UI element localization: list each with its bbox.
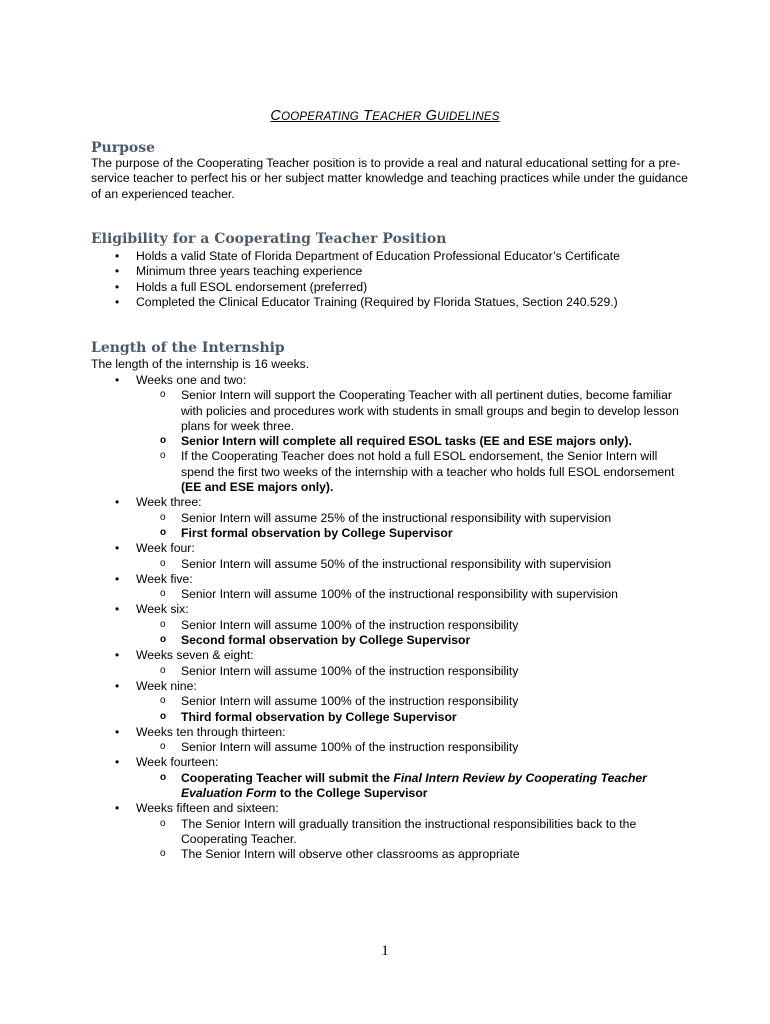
length-intro: The length of the internship is 16 weeks. [91, 357, 310, 371]
list-item [91, 373, 691, 495]
list-item [91, 725, 691, 756]
sub-text-bold: (EE and ESE majors only). [181, 480, 334, 495]
list-item: • Holds a full ESOL endorsement (preferred) [91, 280, 691, 295]
length-heading: Length of the Internship [91, 340, 285, 356]
week-label: Weeks one and two: [136, 373, 247, 387]
week-label: Weeks fifteen and sixteen: [136, 801, 279, 816]
sublist [136, 817, 691, 863]
sub-item [136, 449, 691, 495]
list-item: • Completed the Clinical Educator Training (Required by Florida Statues, Section 240.529.) [91, 295, 691, 310]
sub-item: o Senior Intern will assume 100% of the instruction responsibility [136, 664, 691, 679]
title-part: G [425, 108, 438, 124]
sublist [136, 388, 691, 495]
sublist [136, 664, 691, 679]
week-label: Week nine: [136, 678, 197, 693]
sub-text: Cooperating Teacher will submit the [181, 770, 394, 785]
list-item [91, 495, 691, 541]
purpose-heading: Purpose [91, 140, 155, 156]
list-item [91, 541, 691, 572]
schedule-list [91, 373, 691, 863]
list-item: • Minimum three years teaching experience [91, 264, 691, 279]
sub-item: o Senior Intern will complete all required ESOL tasks (EE and ESE majors only). [136, 434, 691, 449]
title-part: T [363, 108, 373, 124]
sublist [136, 587, 691, 602]
sub-item: o Senior Intern will assume 100% of the instruction responsibility [136, 740, 691, 755]
sub-item: o Second formal observation by College Supervisor [136, 633, 691, 648]
title-part: OOPERATING [281, 111, 359, 123]
title-part: C [270, 108, 282, 124]
sublist [136, 740, 691, 755]
sub-text: to the College Supervisor [276, 786, 428, 801]
sub-text: If the Cooperating Teacher does not hold a full ESOL endorsement, the Senior Intern will spend the first two weeks of the internship with a teacher who holds full ESOL endorsement [181, 449, 675, 479]
page-number: 1 [381, 943, 389, 959]
page-title [0, 108, 770, 124]
sub-item: o The Senior Intern will observe other classrooms as appropriate [136, 847, 691, 862]
form-title: Final Intern Review by Cooperating Teacher Evaluation Form [181, 770, 647, 801]
week-label: Week five: [136, 571, 193, 586]
list-item [91, 755, 691, 801]
eligibility-list [91, 249, 691, 310]
week-label: Week six: [136, 602, 189, 617]
sublist [136, 771, 691, 802]
list-item [91, 679, 691, 725]
week-label: Week fourteen: [136, 755, 219, 770]
list-item [91, 801, 691, 862]
week-label: Week four: [136, 541, 195, 556]
sub-item: o Senior Intern will assume 100% of the instruction responsibility [136, 618, 691, 633]
sub-item: o Senior Intern will assume 100% of the instruction responsibility [136, 694, 691, 709]
sublist [136, 557, 691, 572]
sub-item: o Senior Intern will assume 100% of the instructional responsibility with supervision [136, 587, 691, 602]
sub-item: o Senior Intern will assume 50% of the instructional responsibility with supervision [136, 557, 691, 572]
sub-item: o The Senior Intern will gradually transition the instructional responsibilities back to the Cooperating Teacher. [136, 817, 691, 848]
sublist [136, 511, 691, 542]
week-label: Weeks ten through thirteen: [136, 724, 286, 739]
sub-item: o Senior Intern will support the Cooperating Teacher with all pertinent duties, become familiar with policies and procedures work with students in small groups and begin to develop lesson plans for week three. [136, 388, 691, 434]
sublist [136, 618, 691, 649]
eligibility-heading: Eligibility for a Cooperating Teacher Position [91, 231, 447, 247]
list-item [91, 572, 691, 603]
sub-item: o First formal observation by College Supervisor [136, 526, 691, 541]
sublist [136, 694, 691, 725]
sub-item [136, 771, 691, 802]
week-label: Weeks seven & eight: [136, 648, 254, 663]
sub-item: o Senior Intern will assume 25% of the instructional responsibility with supervision [136, 511, 691, 526]
purpose-text: The purpose of the Cooperating Teacher position is to provide a real and natural educational setting for a pre-service teacher to perfect his or her subject matter knowledge and teaching practices while under the guidance of an experienced teacher. [91, 156, 688, 201]
list-item [91, 648, 691, 679]
list-item: • Holds a valid State of Florida Department of Education Professional Educator’s Certificate [91, 249, 691, 264]
list-item [91, 602, 691, 648]
week-label: Week three: [136, 495, 202, 510]
sub-item: o Third formal observation by College Supervisor [136, 710, 691, 725]
title-part: EACHER [372, 111, 422, 123]
title-part: UIDELINES [437, 111, 500, 123]
